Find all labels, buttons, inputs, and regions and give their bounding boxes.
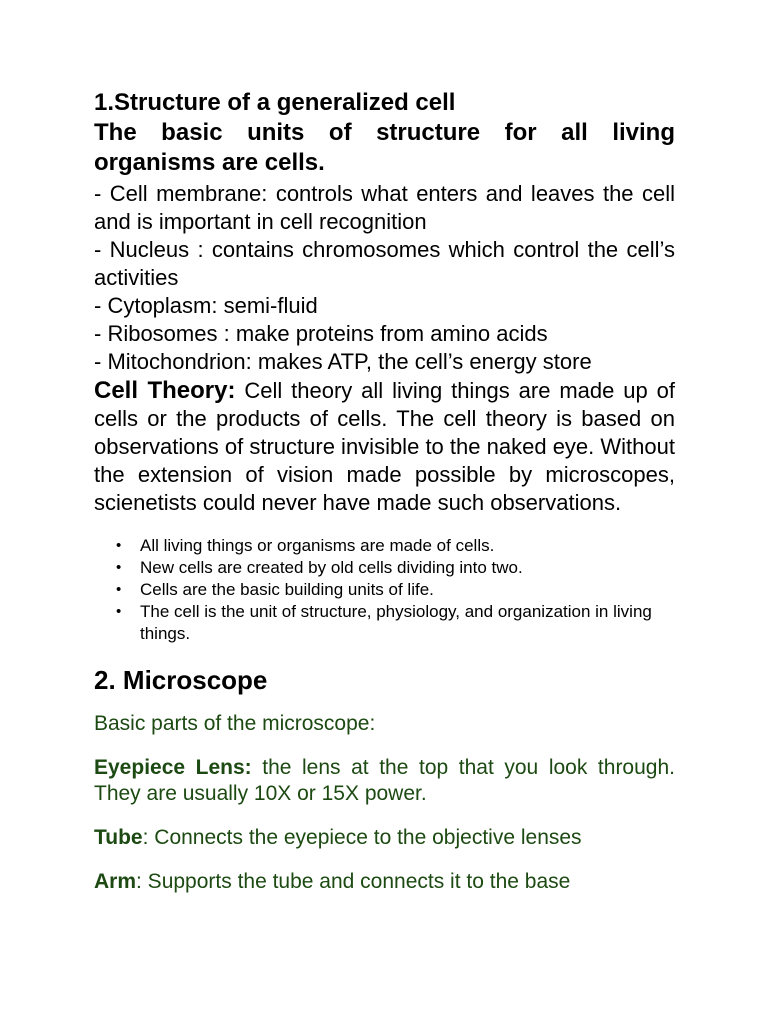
list-item-text: All living things or organisms are made of cells. (140, 536, 495, 555)
cell-theory-list (94, 535, 675, 645)
list-item (116, 557, 675, 579)
cell-part-nucleus: - Nucleus : contains chromosomes which control the cell’s activities (94, 237, 675, 290)
part-term: Tube (94, 826, 143, 849)
microscope-part-arm (94, 869, 675, 895)
cell-part-cytoplasm: - Cytoplasm: semi-fluid (94, 293, 318, 318)
list-item (116, 535, 675, 557)
list-item-text: The cell is the unit of structure, physiology, and organization in living things. (140, 602, 652, 643)
bullet-icon: • (116, 581, 122, 598)
part-description: : Supports the tube and connects it to the base (136, 870, 571, 893)
list-item-text: Cells are the basic building units of life. (140, 580, 434, 599)
list-item-text: New cells are created by old cells dividing into two. (140, 558, 523, 577)
part-description: the lens at the top that you look through. They are usually 10X or 15X power. (94, 756, 675, 805)
cell-part-membrane: - Cell membrane: controls what enters and leaves the cell and is important in cell recognition (94, 181, 675, 234)
list-item (116, 601, 675, 645)
cell-theory-label: Cell Theory: (94, 377, 236, 404)
bullet-icon: • (116, 603, 122, 620)
cell-theory-text: Cell theory all living things are made up of cells or the products of cells. The cell theory is based on observations of structure invisible to the naked eye. Without the extension of vision made possible by microscopes, scienetists could never have made such observations. (94, 378, 675, 515)
microscope-part-eyepiece (94, 755, 675, 807)
cell-part-mitochondrion: - Mitochondrion: makes ATP, the cell’s energy store (94, 349, 592, 374)
list-item (116, 579, 675, 601)
microscope-part-tube (94, 825, 675, 851)
lead-statement: The basic units of structure for all living organisms are cells. (94, 119, 675, 176)
microscope-intro: Basic parts of the microscope: (94, 712, 376, 735)
part-term: Eyepiece Lens: (94, 756, 252, 779)
part-description: : Connects the eyepiece to the objective lenses (142, 826, 582, 849)
cell-part-ribosomes: - Ribosomes : make proteins from amino acids (94, 321, 548, 346)
section-heading-microscope: 2. Microscope (94, 665, 268, 695)
part-term: Arm (94, 870, 137, 893)
section-heading-structure: 1.Structure of a generalized cell (94, 89, 456, 116)
cell-theory-paragraph (94, 377, 675, 517)
bullet-icon: • (116, 537, 122, 554)
bullet-icon: • (116, 559, 122, 576)
document-page (94, 88, 675, 895)
